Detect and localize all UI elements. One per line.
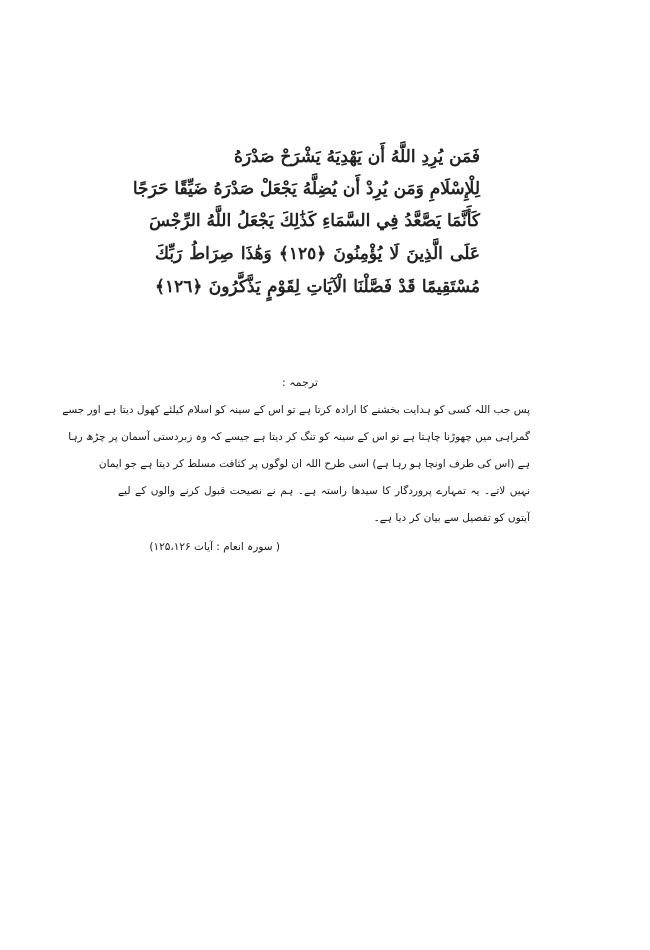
translation-line: ہے (اس کی طرف اونچا ہو رہا ہے) اسی طرح اللہ ان لوگوں پر کثافت مسلط کر دیتا ہے جو ایمان [98, 458, 530, 470]
arabic-verse-block [132, 140, 480, 310]
arabic-verse-line: عَلَى الَّذِينَ لَا يُؤْمِنُونَ ﴿١٢٥﴾ وَهَٰذَا صِرَاطُ رَبِّكَ [155, 244, 480, 264]
arabic-verse-line: فَمَن يُرِدِ اللَّهُ أَن يَهْدِيَهُ يَشْرَحْ صَدْرَهُ [233, 147, 480, 167]
translation-line: گمراہی میں چھوڑنا چاہتا ہے تو اس کے سینہ کو تنگ کر دیتا ہے جیسے کہ وہ زبردستی آسمان پر چڑھ رہا [68, 431, 530, 443]
arabic-verse-line: كَأَنَّمَا يَصَّعَّدُ فِي السَّمَاءِ كَذَٰلِكَ يَجْعَلُ اللَّهُ الرِّجْسَ [149, 211, 480, 231]
translation-line: نہیں لاتے۔ یہ تمہارے پروردگار کا سیدھا راستہ ہے۔ ہم نے نصیحت قبول کرنے والوں کے لیے [118, 485, 530, 497]
translation-heading: ترجمہ : [282, 376, 318, 389]
translation-line: پس جب اللہ کسی کو ہدایت بخشنے کا ارادہ کرتا ہے تو اس کے سینہ کو اسلام کیلئے کھول دیتا ہے اور جسے [62, 404, 530, 416]
surah-reference: ( سورہ انعام : آیات ۱۲۵،۱۲۶) [149, 541, 280, 553]
arabic-verse-line: لِلْإِسْلَامِ وَمَن يُرِدْ أَن يُضِلَّهُ يَجْعَلْ صَدْرَهُ ضَيِّقًا حَرَجًا [132, 179, 480, 199]
translation-line: آیتوں کو تفصیل سے بیان کر دیا ہے۔ [373, 512, 530, 524]
arabic-verse-line: مُسْتَقِيمًا قَدْ فَصَّلْنَا الْآيَاتِ لِقَوْمٍ يَذَّكَّرُونَ ﴿١٢٦﴾ [155, 277, 480, 297]
